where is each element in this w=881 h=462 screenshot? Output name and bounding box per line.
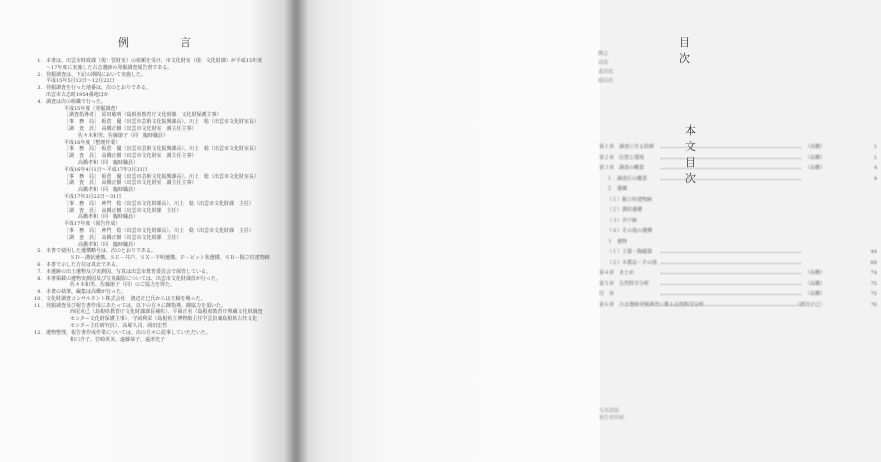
toc-entry-label: 第６章 古志遺跡発掘調査に係る自然科学分析: [599, 301, 705, 308]
back-matter-list: [599, 408, 719, 422]
toc-entry: [599, 279, 881, 290]
preface-line-text: 高橋孝和（同 臨時職員）: [78, 187, 139, 194]
preface-line-text: 〜17年度に実施した古志遺跡の発掘調査報告書である。: [46, 64, 173, 71]
book-gutter-shadow: [284, 0, 308, 462]
preface-line-text: 平成17年3月22日〜31日: [64, 193, 122, 200]
preface-line: [28, 337, 280, 344]
toc-leader-dots: [661, 305, 801, 306]
back-matter-item: 写真図版: [599, 408, 620, 414]
front-matter-item: 表目次: [598, 69, 614, 75]
preface-line-text: ［調査指導者］ 原田敏明（島根県教育庁文化財課 文化財保護主事）: [64, 112, 222, 119]
preface-line-text: 本書掲載の遺物実測図及び写真撮影については、出雲市文化財課員が行った。: [46, 275, 221, 282]
toc-entry-label: 付 章: [599, 291, 615, 297]
toc-leader-dots: [661, 273, 801, 274]
preface-line-text: センター文化財保護主事）、守岡利栄（島根県立博物館主任学芸員兼島根県古代文化: [70, 316, 258, 323]
preface-line-text: 平成16年4月1日〜平成17年3月31日: [64, 166, 148, 173]
preface-line: [28, 228, 280, 235]
toc-entry: [599, 163, 881, 174]
preface-line-text: 本書で使用した遺構略号は、次のとおりである。: [46, 248, 157, 255]
toc-entry-page: 4: [873, 175, 877, 182]
preface-line-text: 西尾克己（島根県教育庁文化財課課長補佐）、平岡正名（島根県教育庁埋蔵文化財調査: [70, 309, 263, 316]
toc-entry: [599, 174, 881, 185]
toc-entry-page: 75: [870, 291, 877, 297]
preface-line: [28, 235, 280, 242]
preface-line-text: ［調 査 員］ 高橋正樹（出雲市文化財課 主任）: [64, 207, 182, 214]
preface-line-text: ［事 務 局］ 板倉 優（出雲市芸術文化振興課長）、川上 稔（出雲市文化財室長）: [64, 119, 260, 126]
preface-line: [28, 180, 280, 187]
preface-line: [28, 153, 280, 160]
main-contents-list: [599, 142, 881, 310]
toc-entry-page: 76: [870, 301, 877, 308]
preface-item-number: 5.: [37, 248, 42, 255]
preface-line: [28, 201, 280, 208]
preface-line: [28, 85, 280, 92]
toc-entry-author: （渡辺正巳）: [794, 301, 825, 308]
toc-entry-page: 1: [873, 144, 877, 150]
toc-entry: [599, 142, 881, 153]
toc-entry: [599, 195, 881, 206]
toc-entry: [599, 216, 881, 227]
preface-line: [28, 330, 280, 337]
toc-entry-label: （１）掘立柱建物跡: [607, 196, 653, 203]
preface-line-text: 高橋孝和（同 臨時職員）: [78, 159, 139, 166]
toc-entry-label: ２ 遺構: [607, 186, 628, 192]
preface-line-text: 平成15年5月12日〜12月22日: [46, 78, 115, 85]
front-matter-list: [598, 50, 878, 86]
preface-line: [28, 255, 280, 262]
toc-entry-label: 第２章 位置と環境: [599, 154, 645, 161]
toc-entry-author: （高橋）: [804, 165, 825, 171]
preface-line: [28, 133, 280, 140]
toc-leader-dots: [661, 168, 801, 169]
toc-entry-label: 第４章 まとめ: [599, 270, 635, 276]
preface-line-text: 和口介子、岩崎英美、遠藤恭子、遠津光子: [70, 336, 166, 343]
preface-line: [28, 296, 280, 303]
preface-line-text: ［事 務 局］ 神門 稔（出雲市文化財課長）、川上 稔（出雲市文化財課 主任）: [64, 227, 255, 234]
preface-line: [28, 99, 280, 106]
preface-item-number: 10.: [34, 295, 42, 302]
preface-line-text: 本遺跡の出土遺物及び実測図、写真は出雲市教育委員会で保管している。: [46, 268, 212, 275]
toc-entry-label: 第３章 調査の概要: [599, 165, 645, 171]
preface-line-text: 平成17年度（報告作成）: [64, 221, 121, 228]
preface-line-text: ［調 査 員］ 高橋正樹（出雲市文化財室 調主任主事）: [64, 180, 197, 187]
toc-entry: [599, 153, 881, 164]
toc-entry: [599, 268, 881, 279]
preface-line-text: 発掘調査及び報告書作成にあたっては、以下の方々に御指導、御協力を頂いた。: [46, 302, 227, 309]
toc-entry-author: （高橋）: [804, 144, 825, 150]
preface-line-text: 佐々木和男、佐藤節子（同）のご協力を得た。: [70, 282, 176, 289]
preface-line-text: 高橋孝和（同 臨時職員）: [78, 241, 139, 248]
preface-line-text: 遺物整理、報告書作成作業については、次の方々に従事していただいた。: [46, 329, 211, 336]
preface-line: [28, 208, 280, 215]
preface-line-text: ＳＤ－溝状遺構、ＳＥ－井戸、ＳＸ－不明遺構、Ｐ－ピット状遺構、ＳＢ－掘立柱建物跡: [70, 255, 270, 262]
toc-entry-label: ３ 遺物: [607, 238, 628, 245]
left-page: [0, 0, 293, 462]
preface-line: [28, 119, 280, 126]
toc-leader-dots: [661, 179, 801, 180]
preface-item-number: 12.: [34, 329, 42, 336]
preface-line: [28, 92, 280, 99]
toc-entry-page: 75: [870, 280, 877, 287]
toc-entry-page: 4: [873, 165, 877, 171]
toc-leader-dots: [661, 263, 801, 264]
preface-line: [28, 323, 280, 330]
toc-entry: [599, 184, 881, 195]
preface-line-text: 発掘調査は、下記の期間において実施した。: [46, 71, 147, 78]
toc-leader-dots: [661, 252, 801, 253]
front-matter-item: 図目次: [598, 78, 614, 84]
toc-entry-label: （２）溝状遺構: [607, 207, 643, 213]
preface-line: [28, 289, 280, 296]
preface-line-text: ［調 査 員］ 高橋正樹（出雲市文化財課 主任）: [64, 234, 182, 241]
preface-line-text: 高橋孝和（同 臨時職員）: [78, 214, 139, 221]
preface-item-number: 3.: [37, 85, 42, 92]
preface-line: [28, 269, 280, 276]
contents-title: 目 次: [679, 36, 741, 65]
preface-line-text: 本書の執筆、編集は高橋が行った。: [46, 289, 127, 296]
preface-line: [28, 221, 280, 228]
preface-line: [28, 187, 280, 194]
toc-entry: [599, 289, 881, 300]
toc-leader-dots: [661, 284, 801, 285]
preface-item-number: 1.: [37, 58, 42, 64]
preface-item-number: 8.: [37, 275, 42, 282]
preface-line-text: 本書で示した方位は真北である。: [46, 261, 122, 268]
toc-entry-author: （高橋）: [804, 154, 825, 161]
preface-line-text: ［事 務 局］ 神門 稔（出雲市文化財課長）、川上 稔（出雲市文化財課 主任）: [64, 200, 255, 207]
preface-item-number: 11.: [34, 302, 42, 309]
preface-line-text: 出雲市古志町1954番地ほか: [46, 91, 109, 98]
preface-line-text: 発掘調査を行った地番は、次のとおりである。: [46, 85, 152, 92]
toc-entry-page: 44: [870, 249, 877, 255]
preface-text: [28, 58, 280, 343]
preface-line: [28, 262, 280, 269]
preface-line-text: センター主任研究員）、高塚久司、岡田宏哲: [70, 323, 168, 330]
preface-line-text: ［調 査 員］ 高橋正樹（出雲市文化財室 調主任主事）: [64, 153, 197, 160]
preface-line-text: 文化財調査コンサルタント株式会社 渡辺正巳氏からは玉稿を賜った。: [46, 295, 206, 302]
preface-line: [28, 126, 280, 133]
preface-line: [28, 58, 280, 65]
toc-entry-label: （３）井戸跡: [607, 217, 638, 224]
right-page: [293, 0, 877, 462]
toc-entry-label: （１）土器・陶磁器: [607, 249, 653, 255]
toc-entry-label: 第１章 調査に至る経緯: [599, 144, 655, 150]
toc-entry: [599, 205, 881, 216]
toc-entry-author: （高橋）: [804, 270, 825, 276]
toc-leader-dots: [661, 147, 801, 148]
toc-entry-author: （高橋）: [804, 291, 825, 297]
preface-line: [28, 167, 280, 174]
preface-item-number: 2.: [37, 71, 42, 78]
toc-entry-page: 74: [870, 270, 877, 276]
front-matter-item: 目次: [598, 60, 609, 66]
toc-leader-dots: [661, 294, 801, 295]
preface-line-text: ［事 務 局］ 板倉 優（出雲市芸術文化振興課長）、川上 稔（出雲市文化財室長）: [64, 173, 260, 180]
preface-line-text: 本書は、出雲市財政課（現：管財室）の依頼を受け、市文化財室（現：文化財課）が平成15年度: [46, 58, 263, 64]
toc-entry-label: （４）その他の遺構: [607, 228, 653, 234]
preface-item-number: 9.: [37, 289, 42, 296]
preface-line: [28, 194, 280, 201]
preface-line-text: ［事 務 局］ 板倉 優（出雲市芸術文化振興課長）、川上 稔（出雲市文化財室長）: [64, 146, 260, 153]
front-matter-item: 例言: [598, 51, 609, 57]
preface-item-number: 7.: [37, 268, 42, 275]
toc-entry: [599, 300, 881, 311]
preface-line: [28, 160, 280, 167]
preface-title: 例 言: [118, 36, 211, 49]
preface-line-text: 平成15年度（発掘調査）: [64, 105, 121, 112]
preface-line-text: 佐々木和男、佐藤節子（同 臨時職員）: [78, 132, 169, 139]
preface-line-text: 調査は次の組織で行った。: [46, 98, 107, 105]
toc-entry-label: １ 調査区の概要: [607, 175, 648, 182]
toc-entry: [599, 237, 881, 248]
preface-item-number: 6.: [37, 261, 42, 268]
toc-entry-author: （高橋）: [804, 280, 825, 287]
toc-entry-label: （２）木製品・その他: [607, 259, 658, 266]
toc-entry-page: 68: [870, 259, 877, 266]
preface-item-number: 4.: [37, 98, 42, 105]
preface-line-text: ［調 査 員］ 高橋正樹（出雲市文化財室 調主任主事）: [64, 125, 197, 132]
preface-line: [28, 65, 280, 72]
toc-entry-page: 1: [873, 154, 877, 161]
toc-entry: [599, 258, 881, 269]
main-contents-title: 本 文 目 次: [685, 124, 702, 185]
toc-leader-dots: [661, 158, 801, 159]
back-matter-item: 報告書抄録: [599, 415, 625, 421]
toc-entry: [599, 226, 881, 237]
preface-line-text: 平成16年度（整理作業）: [64, 139, 121, 146]
toc-entry: [599, 247, 881, 258]
toc-entry-label: 第５章 自然科学分析: [599, 280, 650, 287]
